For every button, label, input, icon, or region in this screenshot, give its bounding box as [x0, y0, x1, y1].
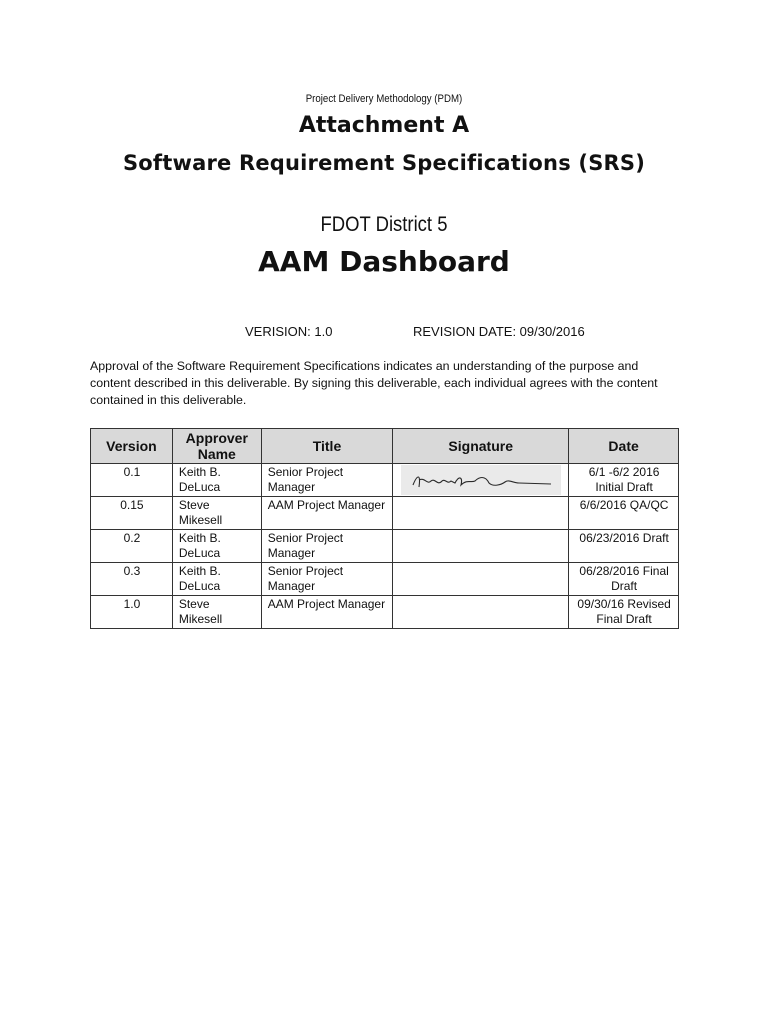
column-header-date: Date: [569, 429, 679, 464]
cell-approver: Keith B. DeLuca: [172, 563, 261, 596]
cell-approver: Steve Mikesell: [172, 596, 261, 629]
cell-version: 0.1: [91, 464, 173, 497]
cell-title: Senior Project Manager: [261, 464, 393, 497]
district-label: FDOT District 5: [320, 213, 448, 236]
cell-date: 6/6/2016 QA/QC: [569, 497, 679, 530]
table-row: [91, 464, 679, 497]
cell-title: AAM Project Manager: [261, 596, 393, 629]
table-row: [91, 530, 679, 563]
table-header-row: [91, 429, 679, 464]
cell-version: 0.15: [91, 497, 173, 530]
table-row: [91, 563, 679, 596]
cell-signature: [393, 497, 569, 530]
version-label: VERISION: 1.0: [245, 324, 333, 339]
approval-table: [90, 428, 679, 629]
signature-image: [401, 465, 561, 495]
cell-signature: [393, 530, 569, 563]
methodology-header: Project Delivery Methodology (PDM): [305, 93, 463, 105]
column-header-approver: Approver Name: [172, 429, 261, 464]
cell-title: Senior Project Manager: [261, 563, 393, 596]
project-title: AAM Dashboard: [258, 245, 510, 278]
cell-title: Senior Project Manager: [261, 530, 393, 563]
cell-version: 0.3: [91, 563, 173, 596]
attachment-title: Attachment A: [298, 113, 470, 138]
cell-date: 6/1 -6/2 2016 Initial Draft: [569, 464, 679, 497]
revision-date-label: REVISION DATE: 09/30/2016: [413, 324, 585, 339]
cell-approver: Keith B. DeLuca: [172, 530, 261, 563]
column-header-title: Title: [261, 429, 393, 464]
cell-signature: [393, 464, 569, 497]
document-title: Software Requirement Specifications (SRS): [122, 151, 646, 175]
column-header-version: Version: [91, 429, 173, 464]
cell-version: 0.2: [91, 530, 173, 563]
table-row: [91, 497, 679, 530]
cell-signature: [393, 596, 569, 629]
cell-date: 06/23/2016 Draft: [569, 530, 679, 563]
cell-date: 06/28/2016 Final Draft: [569, 563, 679, 596]
approval-statement: Approval of the Software Requirement Specifications indicates an understanding of the purpose and content described in this deliverable. By signing this deliverable, each individual agrees with the content contained in this deliverable.: [90, 359, 658, 407]
column-header-signature: Signature: [393, 429, 569, 464]
cell-date: 09/30/16 Revised Final Draft: [569, 596, 679, 629]
cell-signature: [393, 563, 569, 596]
cell-title: AAM Project Manager: [261, 497, 393, 530]
cell-approver: Keith B. DeLuca: [172, 464, 261, 497]
table-row: [91, 596, 679, 629]
cell-version: 1.0: [91, 596, 173, 629]
cell-approver: Steve Mikesell: [172, 497, 261, 530]
